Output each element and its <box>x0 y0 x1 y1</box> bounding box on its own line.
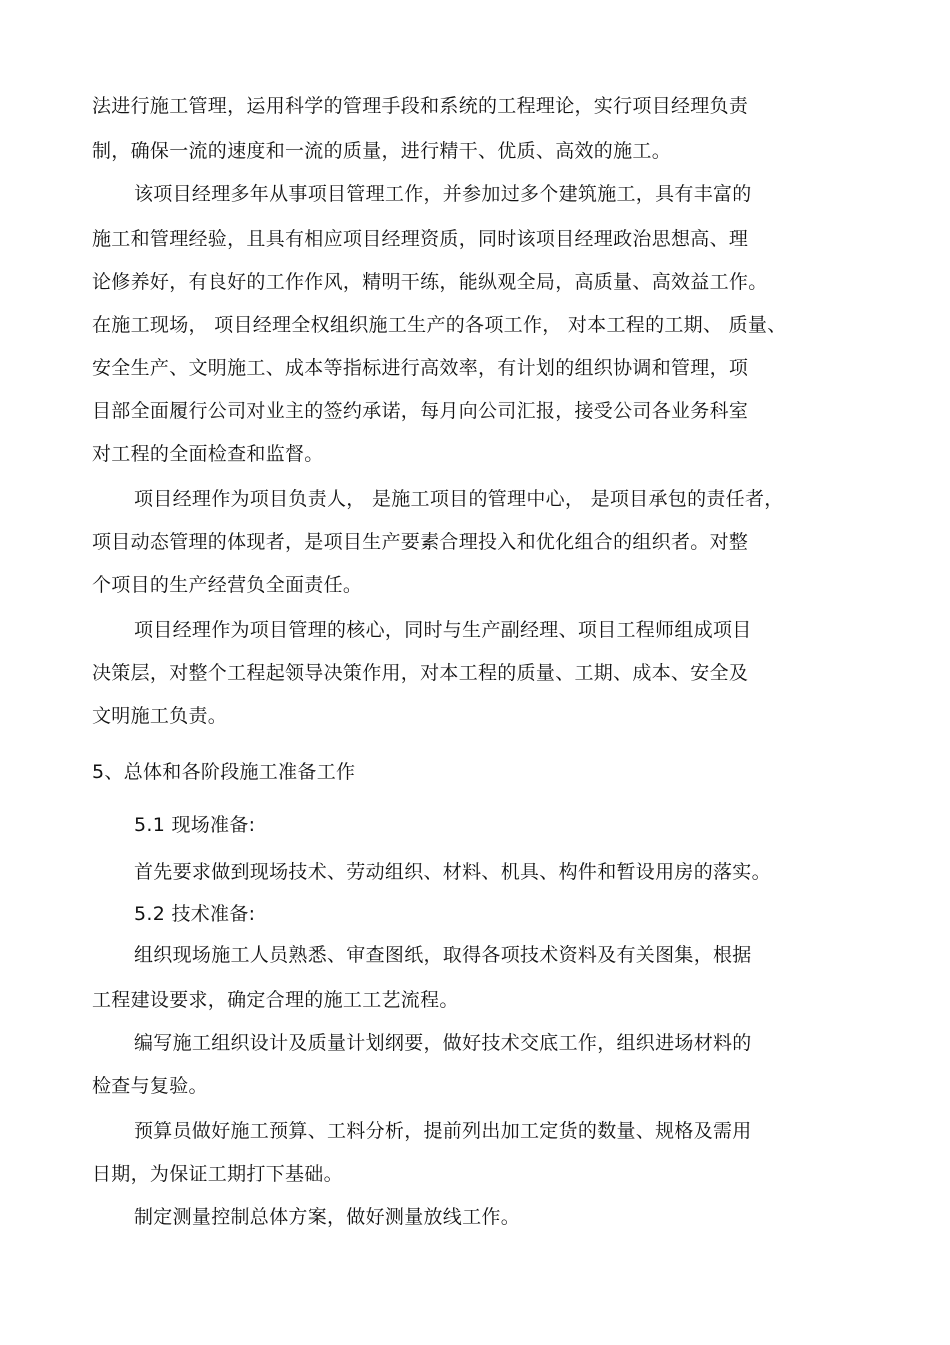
text-line: 目部全面履行公司对业主的签约承诺，每月向公司汇报，接受公司各业务科室 <box>92 400 749 422</box>
paragraph-line: 首先要求做到现场技术、劳动组织、材料、机具、构件和暂设用房的落实。 <box>134 861 771 883</box>
paragraph-line: 该项目经理多年从事项目管理工作，并参加过多个建筑施工，具有丰富的 <box>134 183 752 205</box>
text-line: 工程建设要求，确定合理的施工工艺流程。 <box>92 989 459 1011</box>
paragraph-line: 项目经理作为项目负责人， 是施工项目的管理中心， 是项目承包的责任者， <box>134 488 784 510</box>
text-line: 制，确保一流的速度和一流的质量，进行精干、优质、高效的施工。 <box>92 140 672 162</box>
paragraph-line: 项目经理作为项目管理的核心，同时与生产副经理、项目工程师组成项目 <box>134 619 752 641</box>
subsection-heading: 5.2 技术准备: <box>134 903 256 925</box>
text-line: 文明施工负责。 <box>92 705 228 727</box>
subsection-heading: 5.1 现场准备: <box>134 814 256 836</box>
text-line: 施工和管理经验，且具有相应项目经理资质，同时该项目经理政治思想高、理 <box>92 228 749 250</box>
text-line: 对工程的全面检查和监督。 <box>92 443 324 465</box>
text-line: 决策层，对整个工程起领导决策作用，对本工程的质量、工期、成本、安全及 <box>92 662 749 684</box>
text-line: 在施工现场， 项目经理全权组织施工生产的各项工作， 对本工程的工期、 质量、 <box>92 314 787 336</box>
paragraph-line: 组织现场施工人员熟悉、审查图纸，取得各项技术资料及有关图集，根据 <box>134 944 752 966</box>
text-line: 个项目的生产经营负全面责任。 <box>92 574 363 596</box>
section-heading: 5、总体和各阶段施工准备工作 <box>92 761 356 783</box>
paragraph-line: 编写施工组织设计及质量计划纲要，做好技术交底工作，组织进场材料的 <box>134 1032 752 1054</box>
paragraph-line: 预算员做好施工预算、工料分析，提前列出加工定货的数量、规格及需用 <box>134 1120 752 1142</box>
text-line: 项目动态管理的体现者，是项目生产要素合理投入和优化组合的组织者。对整 <box>92 531 749 553</box>
paragraph-line: 制定测量控制总体方案，做好测量放线工作。 <box>134 1206 521 1228</box>
text-line: 论修养好，有良好的工作作风，精明干练，能纵观全局，高质量、高效益工作。 <box>92 271 768 293</box>
text-line: 安全生产、文明施工、成本等指标进行高效率，有计划的组织协调和管理，项 <box>92 357 749 379</box>
text-line: 检查与复验。 <box>92 1075 208 1097</box>
text-line: 法进行施工管理，运用科学的管理手段和系统的工程理论，实行项目经理负责 <box>92 95 749 117</box>
text-line: 日期，为保证工期打下基础。 <box>92 1163 343 1185</box>
